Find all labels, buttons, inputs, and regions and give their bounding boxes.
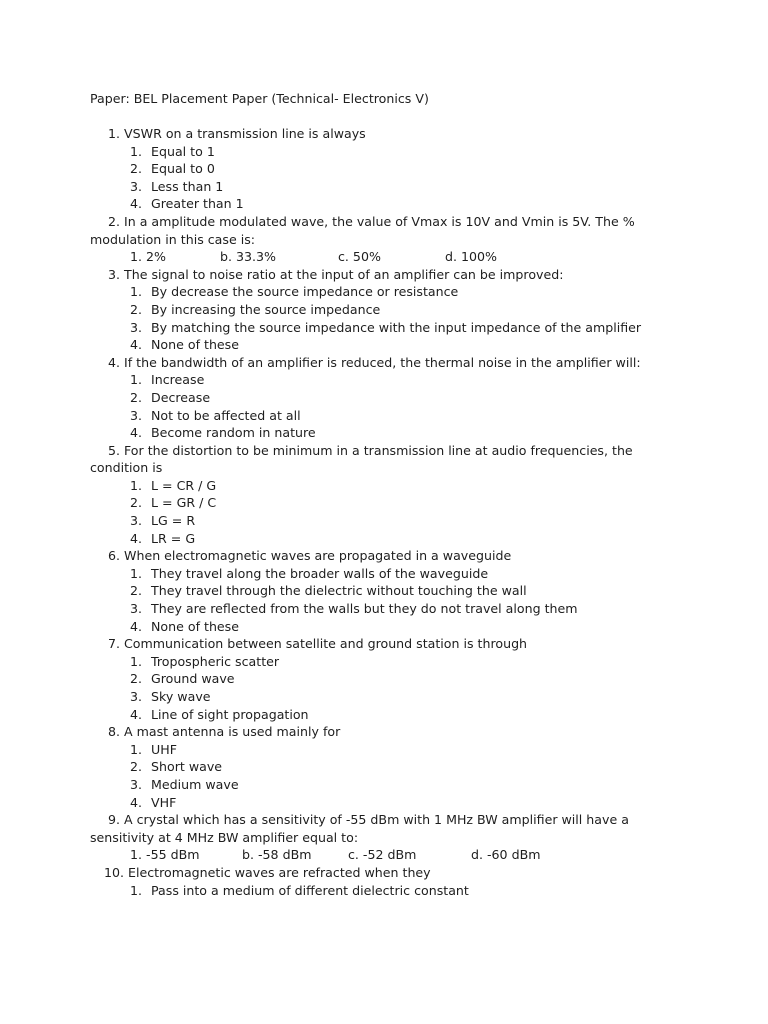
option-list (90, 653, 650, 723)
inline-option-list (90, 248, 650, 266)
option-text: Equal to 0 (151, 161, 215, 177)
option-item (130, 776, 650, 794)
option-item (130, 688, 650, 706)
option-item (130, 178, 650, 196)
option-text: None of these (151, 618, 239, 634)
option-number: 1. (130, 882, 143, 898)
option-text: Pass into a medium of different dielectric constant (151, 882, 469, 898)
option-list (90, 283, 650, 353)
document-title: Paper: BEL Placement Paper (Technical- Electronics V) (90, 91, 429, 106)
option-item (130, 512, 650, 530)
option-item: c. -52 dBm (348, 847, 417, 863)
option-item: 1. 2% (130, 249, 166, 265)
option-number: 2. (130, 759, 143, 775)
option-item (130, 371, 650, 389)
question-text-line-1: For the distortion to be minimum in a transmission line at audio frequencies, the (124, 442, 633, 458)
option-number: 2. (130, 389, 143, 405)
option-item (130, 530, 650, 548)
question-text-line-1: In a amplitude modulated wave, the value of Vmax is 10V and Vmin is 5V. The % (124, 213, 635, 229)
option-number: 2. (130, 671, 143, 687)
option-item (130, 494, 650, 512)
option-item (130, 283, 650, 301)
question-number: 6. (107, 548, 120, 564)
option-item: 1. -55 dBm (130, 847, 200, 863)
option-number: 1. (130, 143, 143, 159)
question-text: If the bandwidth of an amplifier is reduced, the thermal noise in the amplifier will: (124, 354, 641, 370)
option-number: 1. (130, 284, 143, 300)
option-number: 2. (130, 495, 143, 511)
option-text: They travel along the broader walls of the waveguide (151, 565, 489, 581)
option-number: 2. (130, 161, 143, 177)
option-text: By matching the source impedance with the input impedance of the amplifier (151, 319, 642, 335)
option-text: Not to be affected at all (151, 407, 301, 423)
option-text: LR = G (151, 530, 196, 546)
option-item (130, 794, 650, 812)
option-item (130, 195, 650, 213)
question-1 (90, 125, 650, 213)
question-text: A mast antenna is used mainly for (124, 724, 341, 740)
option-text: They travel through the dielectric without touching the wall (151, 583, 527, 599)
option-text: L = CR / G (151, 477, 217, 493)
question-text: VSWR on a transmission line is always (124, 126, 366, 141)
inline-option-list (90, 846, 650, 864)
question-text-line-2: condition is (90, 460, 163, 476)
option-text: Less than 1 (151, 178, 224, 194)
option-text: Equal to 1 (151, 143, 215, 159)
option-number: 4. (130, 425, 143, 441)
option-item (130, 653, 650, 671)
option-item (130, 407, 650, 425)
option-number: 4. (130, 706, 143, 722)
option-item (130, 600, 650, 618)
question-number: 2. (107, 213, 120, 229)
option-item (130, 882, 650, 900)
option-item (130, 143, 650, 161)
option-item: d. -60 dBm (471, 847, 541, 863)
question-text: The signal to noise ratio at the input of an amplifier can be improved: (124, 266, 564, 282)
option-text: Tropospheric scatter (151, 653, 280, 669)
question-number: 5. (107, 442, 120, 458)
option-number: 4. (130, 794, 143, 810)
question-list (90, 125, 650, 899)
option-text: Decrease (151, 389, 211, 405)
option-number: 1. (130, 565, 143, 581)
option-item (130, 319, 650, 337)
option-number: 4. (130, 196, 143, 212)
question-number: 1. (107, 126, 120, 141)
question-number: 10. (103, 864, 124, 880)
option-item: d. 100% (445, 249, 498, 265)
option-text: They are reflected from the walls but they do not travel along them (151, 601, 578, 617)
question-4 (90, 354, 650, 442)
option-text: Become random in nature (151, 425, 316, 441)
option-item (130, 706, 650, 724)
option-text: Sky wave (151, 689, 211, 704)
option-text: Ground wave (151, 671, 235, 687)
option-text: L = GR / C (151, 495, 217, 511)
option-item (130, 618, 650, 636)
option-number: 1. (130, 372, 143, 388)
option-item: b. 33.3% (220, 249, 277, 265)
question-9 (90, 811, 650, 864)
question-6 (90, 547, 650, 635)
option-item (130, 758, 650, 776)
option-text: By increasing the source impedance (151, 301, 381, 317)
option-item (130, 477, 650, 495)
option-number: 3. (130, 407, 143, 423)
option-text: LG = R (151, 513, 196, 529)
option-item (130, 336, 650, 354)
question-text-line-2: modulation in this case is: (90, 231, 256, 247)
option-text: Increase (151, 372, 205, 388)
option-text: Medium wave (151, 776, 239, 792)
question-number: 4. (107, 354, 120, 370)
option-list (90, 565, 650, 635)
option-text: Greater than 1 (151, 196, 244, 212)
option-text: Short wave (151, 759, 223, 775)
option-number: 1. (130, 741, 143, 757)
question-number: 3. (107, 266, 120, 282)
question-8 (90, 723, 650, 811)
option-item (130, 670, 650, 688)
option-item (130, 565, 650, 583)
option-number: 3. (130, 776, 143, 792)
question-number: 9. (107, 812, 120, 828)
question-text: When electromagnetic waves are propagated in a waveguide (124, 548, 512, 564)
option-list (90, 371, 650, 441)
option-text: UHF (151, 741, 177, 757)
question-10 (90, 864, 650, 899)
option-text: VHF (151, 794, 177, 810)
question-5 (90, 442, 650, 548)
option-number: 2. (130, 583, 143, 599)
option-number: 4. (130, 618, 143, 634)
option-text: None of these (151, 337, 239, 353)
question-7 (90, 635, 650, 723)
question-text: Electromagnetic waves are refracted when they (128, 864, 431, 880)
option-list (90, 143, 650, 213)
option-item (130, 741, 650, 759)
option-number: 4. (130, 337, 143, 353)
option-item (130, 424, 650, 442)
option-item (130, 389, 650, 407)
option-text: Line of sight propagation (151, 706, 309, 722)
question-text-line-2: sensitivity at 4 MHz BW amplifier equal to: (90, 829, 359, 845)
question-text: Communication between satellite and ground station is through (124, 636, 528, 652)
option-number: 3. (130, 601, 143, 617)
option-number: 3. (130, 319, 143, 335)
option-number: 2. (130, 301, 143, 317)
question-3 (90, 266, 650, 354)
option-list (90, 477, 650, 547)
option-item (130, 301, 650, 319)
option-number: 3. (130, 178, 143, 194)
option-item (130, 582, 650, 600)
option-list (90, 741, 650, 811)
option-text: By decrease the source impedance or resistance (151, 284, 459, 300)
option-number: 1. (130, 653, 143, 669)
question-2 (90, 213, 650, 266)
option-number: 3. (130, 513, 143, 529)
option-item: c. 50% (338, 249, 381, 265)
option-number: 3. (130, 689, 143, 704)
option-list (90, 882, 650, 900)
question-text-line-1: A crystal which has a sensitivity of -55 dBm with 1 MHz BW amplifier will have a (124, 812, 629, 828)
option-number: 4. (130, 530, 143, 546)
option-item (130, 160, 650, 178)
option-number: 1. (130, 477, 143, 493)
option-item: b. -58 dBm (242, 847, 312, 863)
question-number: 8. (107, 724, 120, 740)
question-number: 7. (107, 636, 120, 652)
